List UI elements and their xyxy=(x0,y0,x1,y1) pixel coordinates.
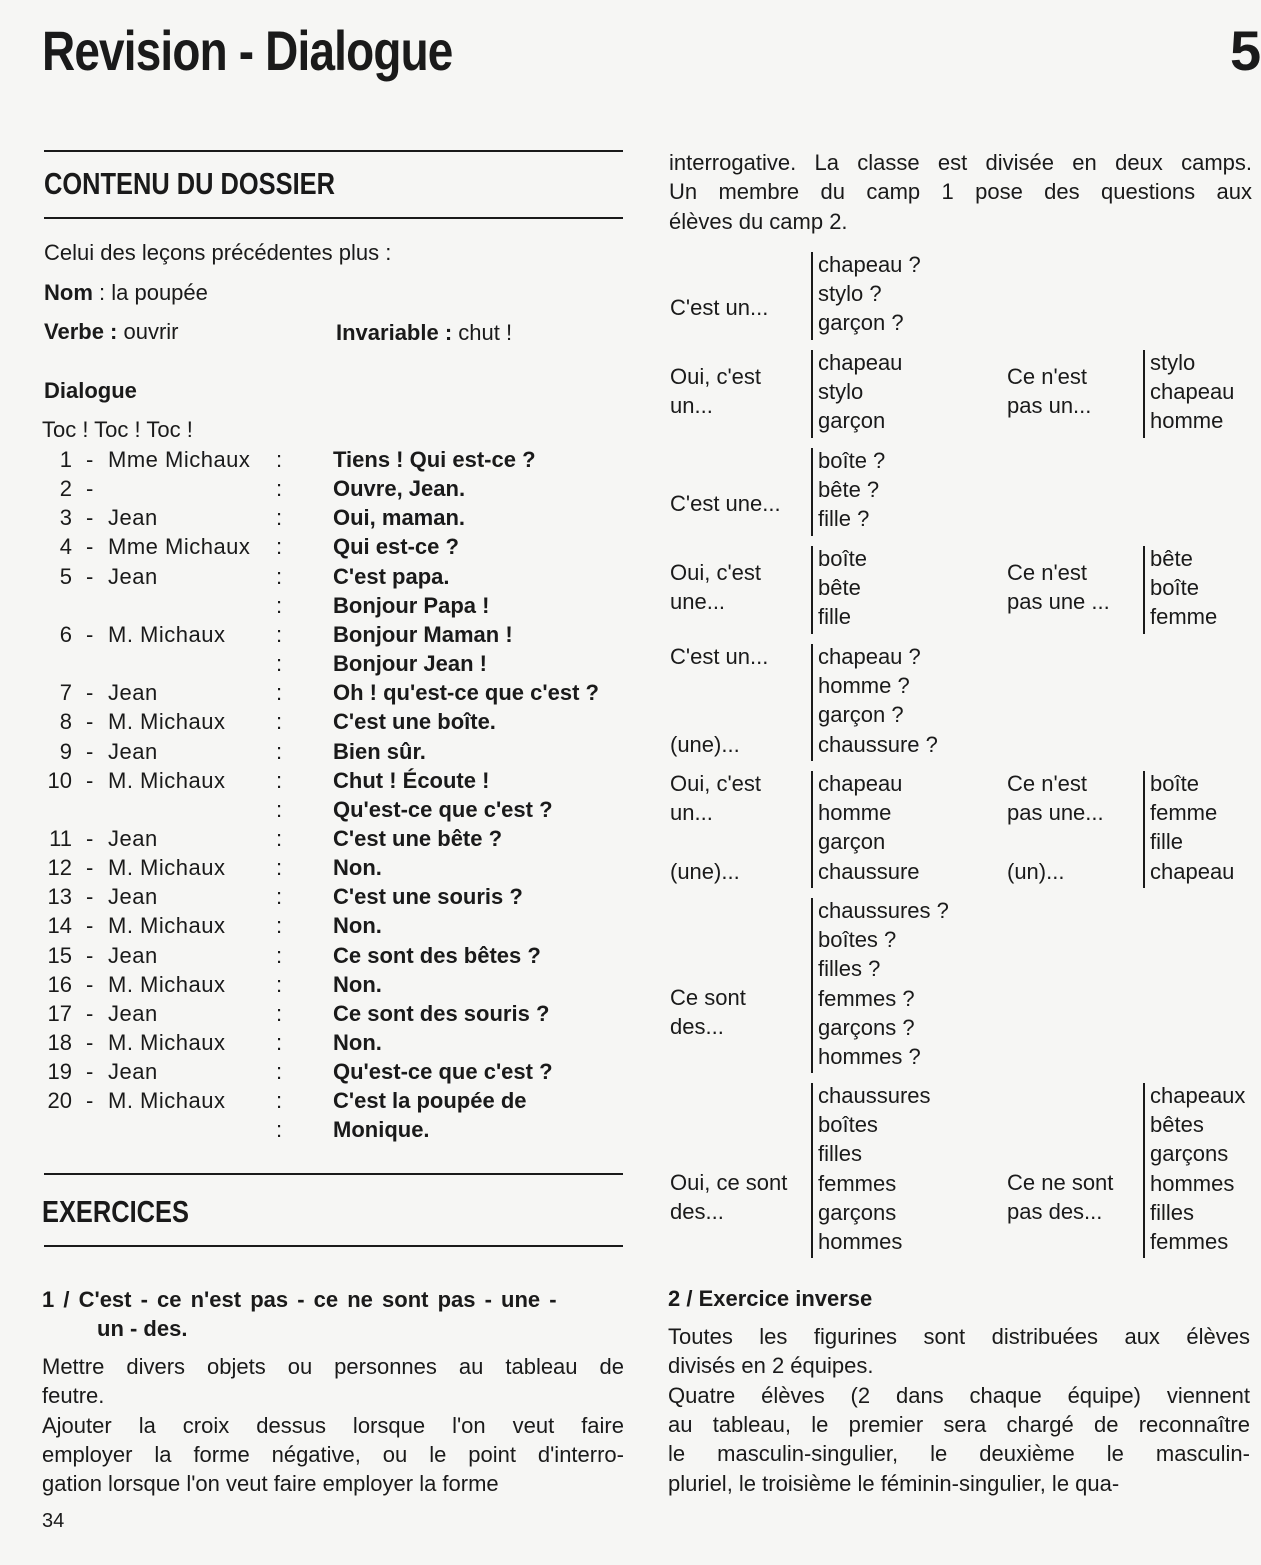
dialogue-colon: : xyxy=(276,1030,283,1055)
dialogue-line-dash: - xyxy=(86,621,94,647)
dialogue-line-dash: - xyxy=(86,680,94,706)
drill-item: chaussure xyxy=(818,858,920,884)
dialogue-text: Bonjour Jean ! xyxy=(333,651,488,677)
drill-negative-items xyxy=(1150,348,1234,436)
dialogue-colon: : xyxy=(276,942,283,968)
drill-item: homme xyxy=(818,800,892,826)
drill-item: filles xyxy=(818,1141,863,1167)
dialogue-speaker: M. Michaux xyxy=(108,855,226,881)
drill-negative-item: chapeaux xyxy=(1150,1083,1246,1108)
drill-item: garçon xyxy=(818,829,886,855)
contenu-heading: CONTENU DU DOSSIER xyxy=(44,166,335,201)
dialogue-text: Bonjour Maman ! xyxy=(333,621,513,647)
drill-item: chapeau ? xyxy=(818,644,921,669)
drill-negative-items xyxy=(1150,769,1234,886)
dialogue-colon: : xyxy=(276,563,283,589)
dialogue-speaker: M. Michaux xyxy=(108,621,226,647)
drill-items xyxy=(818,642,938,759)
dialogue-colon: : xyxy=(276,621,283,647)
drill-negative-item: boîte xyxy=(1150,771,1199,796)
dialogue-line-dash: - xyxy=(86,971,94,997)
drill-items xyxy=(818,250,921,338)
dialogue-colon: : xyxy=(276,680,283,706)
dialogue-text: Bien sûr. xyxy=(333,738,426,764)
exercices-rule-top xyxy=(44,1173,623,1175)
dialogue-text: Non. xyxy=(333,971,382,997)
drill-prompt: Oui, c'est xyxy=(670,560,762,585)
dialogue-line-dash: - xyxy=(86,476,94,502)
drill-negative-item: bête xyxy=(1150,546,1193,571)
dialogue-colon: : xyxy=(276,534,283,560)
drill-bracket xyxy=(811,771,813,888)
drill-item: bête xyxy=(818,575,861,601)
right-intro-line: Un membre du camp 1 pose des questions aux xyxy=(669,179,1252,205)
drill-negative-prompt: pas une... xyxy=(1007,800,1104,826)
drill-negative-bracket xyxy=(1143,350,1145,438)
dialogue-text: Ce sont des bêtes ? xyxy=(333,942,541,968)
dialogue-speaker: Jean xyxy=(108,825,158,851)
drill-negative-item: femmes xyxy=(1150,1228,1229,1254)
dialogue-colon: : xyxy=(276,651,283,677)
drill-negative-item: hommes xyxy=(1150,1170,1235,1196)
nom-label: Nom xyxy=(44,280,93,305)
ex1-para-line: employer la forme négative, ou le point d'interro- xyxy=(42,1441,624,1467)
dialogue-text: Ouvre, Jean. xyxy=(333,476,466,502)
invariable-label: Invariable : xyxy=(336,320,453,345)
drill-bracket xyxy=(811,252,813,340)
dialogue-line-number: 13 xyxy=(47,884,72,910)
dialogue-colon: : xyxy=(276,505,283,531)
dialogue-line-number: 11 xyxy=(49,825,72,851)
dialogue-line-number: 20 xyxy=(47,1088,72,1114)
ex1-para-line: feutre. xyxy=(42,1383,105,1409)
drill-negative-item: femme xyxy=(1150,800,1218,826)
dialogue-text: C'est la poupée de xyxy=(333,1088,527,1114)
dialogue-line-number: 1 xyxy=(59,447,72,472)
dialogue-line-dash: - xyxy=(86,825,94,851)
drill-negative-item: fille xyxy=(1150,829,1184,855)
dialogue-text: C'est une bête ? xyxy=(333,825,503,851)
dialogue-text: Bonjour Papa ! xyxy=(333,592,490,618)
dialogue-speaker: Jean xyxy=(108,884,158,910)
dialogue-text: C'est une souris ? xyxy=(333,884,523,910)
drill-negative-prompt: Ce n'est xyxy=(1007,560,1088,585)
drill-item: boîte ? xyxy=(818,448,886,473)
drill-bracket xyxy=(811,1083,813,1258)
dialogue-colon: : xyxy=(276,1000,283,1026)
drill-negative-item: homme xyxy=(1150,408,1224,434)
drill-item: garçon ? xyxy=(818,310,904,336)
dialogue-colon: : xyxy=(276,1088,283,1114)
dialogue-line-number: 14 xyxy=(47,913,72,939)
dialogue-line-number: 7 xyxy=(59,680,72,706)
drill-negative-item: stylo xyxy=(1150,350,1196,375)
dialogue-speaker: Jean xyxy=(108,942,158,968)
dialogue-speaker: Jean xyxy=(108,680,158,706)
dialogue-text: Non. xyxy=(333,1030,382,1055)
ex2-para-line: Toutes les figurines sont distribuées aux élèves xyxy=(668,1324,1250,1349)
dialogue-speaker: M. Michaux xyxy=(108,709,226,735)
dialogue-opening: Toc ! Toc ! Toc ! xyxy=(42,417,193,442)
drill-item: bête ? xyxy=(818,477,880,503)
dialogue-colon: : xyxy=(276,709,283,735)
drill-prompt: C'est une... xyxy=(670,491,781,517)
dialogue-colon: : xyxy=(276,1117,283,1143)
dialogue-speaker: Mme Michaux xyxy=(108,447,251,472)
dialogue-speaker: M. Michaux xyxy=(108,971,226,997)
dialogue-line-dash: - xyxy=(86,913,94,939)
drill-item: filles ? xyxy=(818,956,881,982)
dialogue-speaker: Jean xyxy=(108,1000,158,1026)
drill-negative-item: garçons xyxy=(1150,1141,1229,1167)
drill-negative-prompt: Ce ne sont xyxy=(1007,1170,1114,1195)
drill-prompt: Oui, ce sont xyxy=(670,1170,788,1195)
drill-prompt: des... xyxy=(670,1199,724,1225)
dialogue-colon: : xyxy=(276,971,283,997)
drill-item: boîtes xyxy=(818,1112,878,1138)
drill-negative-prompt: Ce n'est xyxy=(1007,771,1088,796)
dialogue-line-number: 5 xyxy=(59,563,72,589)
dialogue-text: C'est papa. xyxy=(333,563,450,589)
drill-items xyxy=(818,446,885,534)
drill-item: chaussures ? xyxy=(818,898,949,923)
dialogue-colon: : xyxy=(276,767,283,793)
invariable-value: chut ! xyxy=(458,320,513,345)
dialogue-text: Non. xyxy=(333,855,382,881)
ex1-para-line: gation lorsque l'on veut faire employer la forme xyxy=(42,1471,499,1497)
drill-negative-item: femme xyxy=(1150,604,1218,630)
ex1-para-line: Ajouter la croix dessus lorsque l'on veut faire xyxy=(42,1412,624,1438)
section-rule-bottom xyxy=(44,217,623,219)
drill-negative-bracket xyxy=(1143,546,1145,634)
drill-prompt: C'est un... xyxy=(670,295,769,321)
drill-items xyxy=(818,1081,931,1256)
dialogue-colon: : xyxy=(276,476,283,502)
verbe-label: Verbe : xyxy=(44,319,118,344)
drill-item: fille ? xyxy=(818,506,870,532)
drill-items xyxy=(818,544,867,632)
drill-item: garçons ? xyxy=(818,1014,915,1040)
drill-item: femmes ? xyxy=(818,985,915,1011)
verbe-line xyxy=(44,317,179,346)
dialogue-speaker: M. Michaux xyxy=(108,767,226,793)
dialogue-colon: : xyxy=(276,592,283,618)
dialogue-line-dash: - xyxy=(86,1059,94,1085)
drill-negative-bracket xyxy=(1143,1083,1145,1258)
dialogue-text: Qu'est-ce que c'est ? xyxy=(333,796,553,822)
dialogue-colon: : xyxy=(276,855,283,881)
dialogue-line-dash: - xyxy=(86,505,94,531)
dialogue-line-number: 10 xyxy=(47,767,72,793)
drill-negative-item: boîte xyxy=(1150,575,1199,601)
drill-prompt: Oui, c'est xyxy=(670,771,762,796)
drill-item: chapeau xyxy=(818,771,903,796)
dialogue-colon: : xyxy=(276,796,283,822)
drill-negative-item: bêtes xyxy=(1150,1112,1204,1138)
dialogue-line-dash: - xyxy=(86,767,94,793)
dialogue-colon: : xyxy=(276,913,283,939)
drill-item: boîte xyxy=(818,546,867,571)
drill-negative-item: chapeau xyxy=(1150,379,1235,405)
ex2-title: 2 / Exercice inverse xyxy=(668,1286,873,1311)
page-title: Revision - Dialogue xyxy=(42,19,453,82)
dialogue-line-number: 18 xyxy=(47,1030,72,1055)
drill-items xyxy=(818,348,902,436)
right-intro-line: élèves du camp 2. xyxy=(669,208,848,234)
drill-item: hommes ? xyxy=(818,1043,921,1069)
dialogue-line-number: 16 xyxy=(47,971,72,997)
drill-item: chaussure ? xyxy=(818,731,938,757)
contenu-intro: Celui des leçons précédentes plus : xyxy=(44,240,392,265)
dialogue-speaker: M. Michaux xyxy=(108,1088,226,1114)
drill-item: boîtes ? xyxy=(818,927,897,953)
dialogue-line-number: 17 xyxy=(47,1000,72,1026)
drill-bracket xyxy=(811,898,813,1073)
ex1-para-line: Mettre divers objets ou personnes au tableau de xyxy=(42,1354,624,1379)
dialogue-line-number: 2 xyxy=(59,476,72,502)
drill-bracket xyxy=(811,644,813,761)
ex2-para-line: divisés en 2 équipes. xyxy=(668,1353,874,1379)
drill-prompt: un... xyxy=(670,393,713,419)
dialogue-speaker: Jean xyxy=(108,738,158,764)
drill-items xyxy=(818,896,949,1071)
dialogue-speaker: Jean xyxy=(108,563,158,589)
drill-item: stylo xyxy=(818,379,864,405)
drill-prompt: Oui, c'est xyxy=(670,364,762,389)
drill-prompt: Ce sont xyxy=(670,985,746,1010)
page-number: 34 xyxy=(42,1510,65,1532)
dialogue-line-number: 12 xyxy=(47,855,72,881)
drill-negative-prompt: pas un... xyxy=(1007,393,1092,419)
ex2-para-line: le masculin-singulier, le deuxième le masculin- xyxy=(668,1441,1250,1467)
dialogue-text: C'est une boîte. xyxy=(333,709,496,735)
drill-bracket xyxy=(811,448,813,536)
dialogue-line-number: 8 xyxy=(59,709,72,735)
dialogue-line-dash: - xyxy=(86,534,94,560)
dialogue-line-dash: - xyxy=(86,709,94,735)
drill-item: femmes xyxy=(818,1170,897,1196)
drill-item: homme ? xyxy=(818,673,910,699)
dialogue-colon: : xyxy=(276,884,283,910)
drill-prompt: une... xyxy=(670,589,726,615)
dialogue-speaker: M. Michaux xyxy=(108,1030,226,1055)
chapter-number: 5 xyxy=(1230,19,1261,82)
drill-item: fille xyxy=(818,604,852,630)
dialogue-line-number: 4 xyxy=(59,534,72,560)
ex1-title-line1: 1 / C'est - ce n'est pas - ce ne sont pas - une - xyxy=(42,1287,557,1312)
dialogue-heading: Dialogue xyxy=(44,378,137,403)
dialogue-line-number: 19 xyxy=(47,1059,72,1085)
exercices-heading: EXERCICES xyxy=(42,1194,189,1229)
dialogue-text: Monique. xyxy=(333,1117,430,1143)
drill-item: chapeau xyxy=(818,350,903,375)
dialogue-text: Oh ! qu'est-ce que c'est ? xyxy=(333,680,599,706)
drill-item: stylo ? xyxy=(818,281,882,307)
drill-negative-item: filles xyxy=(1150,1199,1195,1225)
dialogue-line-number: 9 xyxy=(59,738,72,764)
invariable-line xyxy=(336,318,512,347)
right-intro-line: interrogative. La classe est divisée en deux camps. xyxy=(669,150,1252,175)
dialogue-text: Qu'est-ce que c'est ? xyxy=(333,1059,553,1085)
nom-line xyxy=(44,278,208,307)
dialogue-speaker: Jean xyxy=(108,1059,158,1085)
drill-negative-items xyxy=(1150,1081,1245,1256)
drill-negative-prompt: pas des... xyxy=(1007,1199,1103,1225)
drill-negative-bracket xyxy=(1143,771,1145,888)
dialogue-speaker: Jean xyxy=(108,505,158,531)
ex2-para-line: pluriel, le troisième le féminin-singulier, le qua- xyxy=(668,1470,1120,1496)
drill-prompt: C'est un... xyxy=(670,644,769,669)
dialogue-line-number: 3 xyxy=(59,505,72,531)
drill-prompt: des... xyxy=(670,1014,724,1040)
drill-bracket xyxy=(811,350,813,438)
dialogue-line-dash: - xyxy=(86,563,94,589)
dialogue-colon: : xyxy=(276,1059,283,1085)
drill-negative-prompt: Ce n'est xyxy=(1007,364,1088,389)
drill-item: garçon ? xyxy=(818,702,904,728)
dialogue-speaker: M. Michaux xyxy=(108,913,226,939)
dialogue-line-dash: - xyxy=(86,738,94,764)
dialogue-colon: : xyxy=(276,447,283,472)
verbe-value: ouvrir xyxy=(123,319,179,344)
dialogue-line-dash: - xyxy=(86,447,94,472)
drill-prompt: (une)... xyxy=(670,731,740,757)
drill-item: hommes xyxy=(818,1228,903,1254)
drill-item: chaussures xyxy=(818,1083,931,1108)
drill-negative-item: chapeau xyxy=(1150,858,1235,884)
drill-prompt: un... xyxy=(670,800,713,826)
drill-bracket xyxy=(811,546,813,634)
dialogue-text: Tiens ! Qui est-ce ? xyxy=(333,447,536,472)
drill-negative-items xyxy=(1150,544,1217,632)
drill-item: garçons xyxy=(818,1199,897,1225)
dialogue-line-dash: - xyxy=(86,1088,94,1114)
nom-value: : la poupée xyxy=(99,280,208,305)
dialogue-line-dash: - xyxy=(86,942,94,968)
dialogue-text: Qui est-ce ? xyxy=(333,534,459,560)
drill-item: chapeau ? xyxy=(818,252,921,277)
dialogue-text: Non. xyxy=(333,913,382,939)
drill-prompt: (une)... xyxy=(670,858,740,884)
ex1-title-line2: un - des. xyxy=(97,1316,188,1341)
dialogue-line-dash: - xyxy=(86,884,94,910)
dialogue-speaker: Mme Michaux xyxy=(108,534,251,560)
section-rule-top xyxy=(44,150,623,152)
dialogue-text: Chut ! Écoute ! xyxy=(333,767,490,793)
dialogue-line-dash: - xyxy=(86,855,94,881)
dialogue-colon: : xyxy=(276,825,283,851)
ex2-para-line: Quatre élèves (2 dans chaque équipe) viennent xyxy=(668,1382,1250,1408)
drill-negative-prompt: (un)... xyxy=(1007,858,1065,884)
dialogue-text: Ce sont des souris ? xyxy=(333,1000,550,1026)
dialogue-colon: : xyxy=(276,738,283,764)
exercices-rule-bottom xyxy=(44,1245,623,1247)
dialogue-line-dash: - xyxy=(86,1030,94,1055)
dialogue-line-number: 15 xyxy=(47,942,72,968)
drill-negative-prompt: pas une ... xyxy=(1007,589,1110,615)
drill-items xyxy=(818,769,920,886)
dialogue-text: Oui, maman. xyxy=(333,505,466,531)
dialogue-line-number: 6 xyxy=(59,621,72,647)
drill-item: garçon xyxy=(818,408,886,434)
dialogue-line-dash: - xyxy=(86,1000,94,1026)
ex2-para-line: au tableau, le premier sera chargé de reconnaître xyxy=(668,1411,1250,1437)
